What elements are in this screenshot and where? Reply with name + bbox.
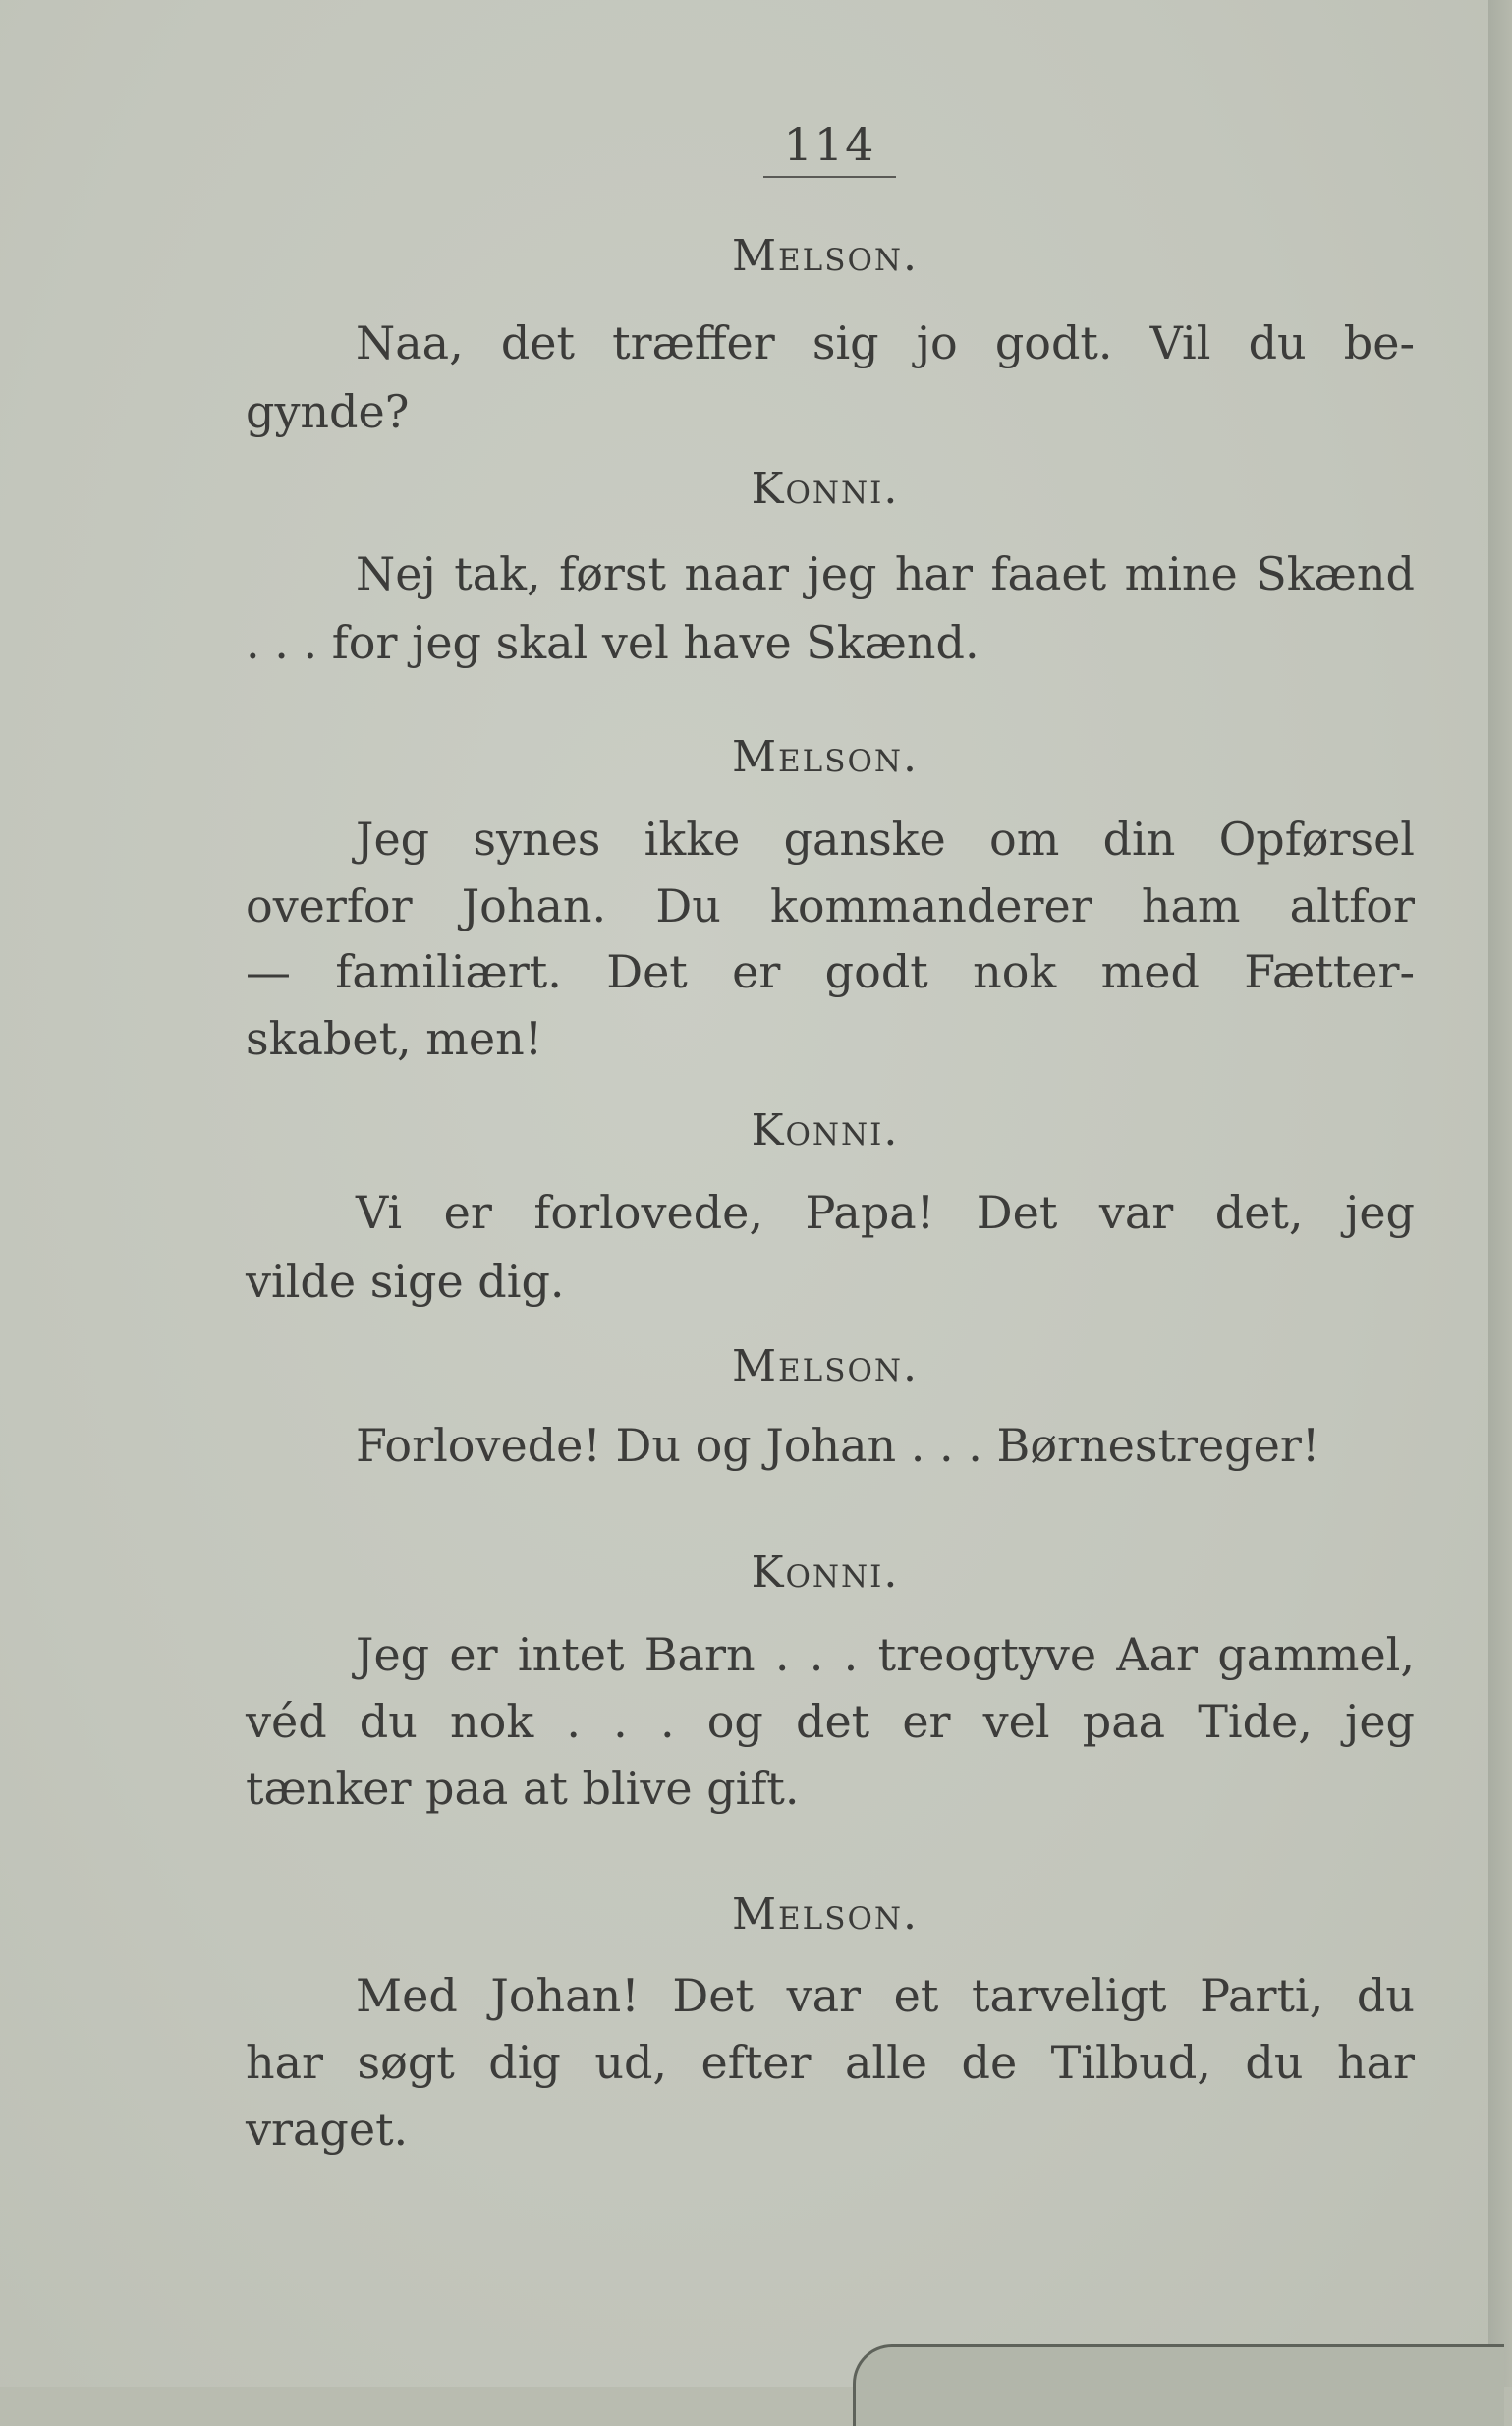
dialogue-line: Jeg synes ikke ganske om din Opførsel (356, 813, 1415, 866)
dialogue-line: véd du nok . . . og det er vel paa Tide, jeg (246, 1695, 1415, 1748)
dialogue-line: vilde sige dig. (246, 1255, 565, 1308)
dialogue-line: Forlovede! Du og Johan . . . Børnestreger! (356, 1419, 1320, 1472)
dialogue-line: gynde? (246, 385, 410, 438)
dialogue-line: Naa, det træffer sig jo godt. Vil du be- (356, 316, 1415, 369)
dialogue-line: — familiært. Det er godt nok med Fætter- (246, 945, 1415, 998)
dialogue-line: overfor Johan. Du kommanderer ham altfor (246, 879, 1415, 932)
dialogue-line: vraget. (246, 2103, 409, 2156)
page-edge (1488, 0, 1512, 2387)
page-number: 114 (783, 118, 876, 171)
speaker-name: Konni. (751, 1548, 900, 1598)
dialogue-line: Nej tak, først naar jeg har faaet mine Skænd (356, 547, 1415, 600)
dialogue-line: har søgt dig ud, efter alle de Tilbud, du har (246, 2036, 1415, 2089)
bookmark-tab (853, 2344, 1504, 2426)
dialogue-line: Jeg er intet Barn . . . treogtyve Aar gammel, (356, 1628, 1415, 1681)
dialogue-line: . . . for jeg skal vel have Skænd. (246, 616, 980, 669)
dialogue-line: skabet, men! (246, 1012, 543, 1065)
page-number-rule (763, 176, 896, 178)
speaker-name: Melson. (731, 1890, 920, 1940)
speaker-name: Melson. (731, 231, 920, 281)
speaker-name: Konni. (751, 1105, 900, 1156)
dialogue-line: Vi er forlovede, Papa! Det var det, jeg (356, 1186, 1415, 1239)
dialogue-line: Med Johan! Det var et tarveligt Parti, du (356, 1969, 1415, 2022)
dialogue-line: tænker paa at blive gift. (246, 1762, 800, 1815)
speaker-name: Melson. (731, 732, 920, 782)
speaker-name: Konni. (751, 464, 900, 514)
speaker-name: Melson. (731, 1341, 920, 1391)
